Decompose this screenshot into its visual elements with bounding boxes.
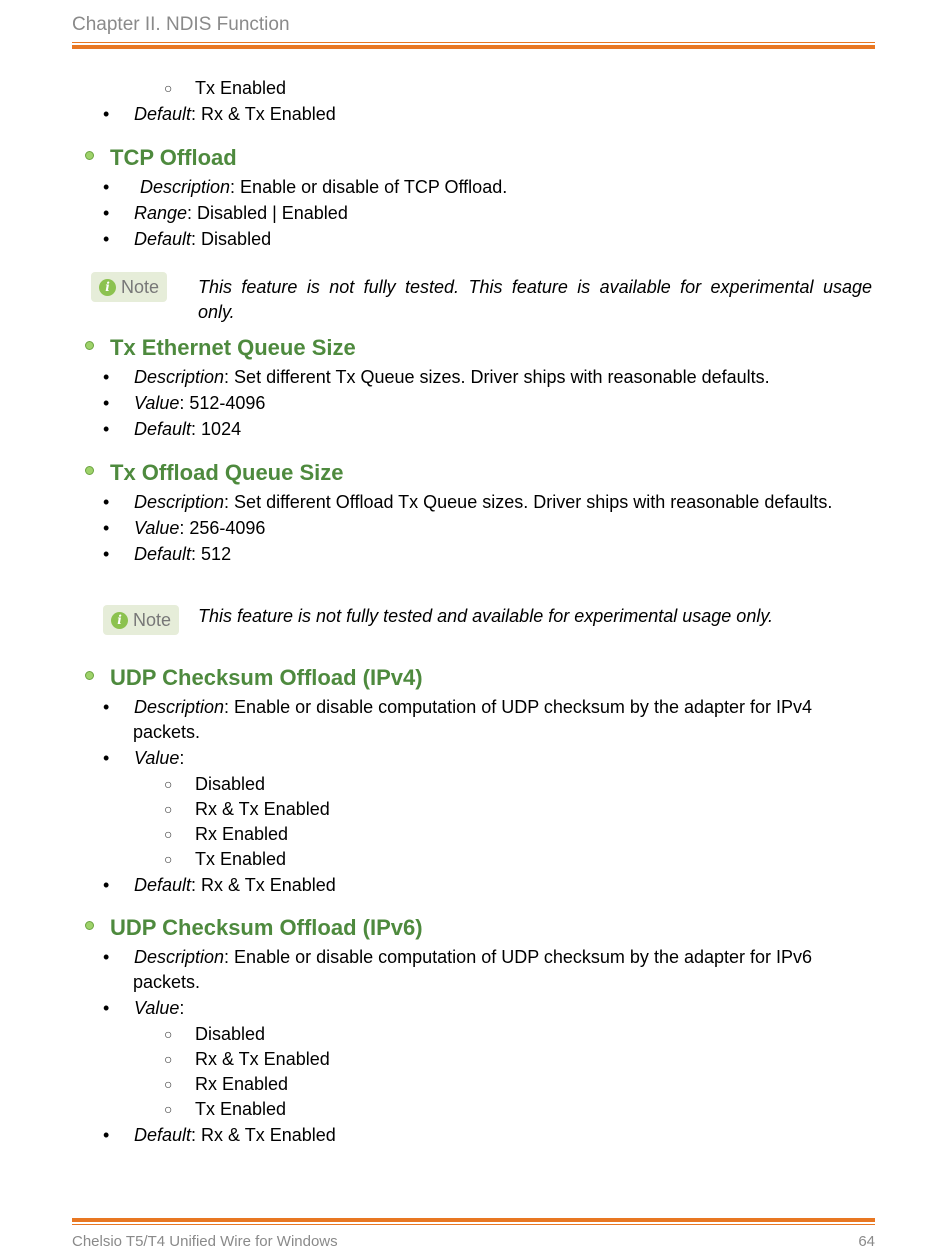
item-label: Value [134, 998, 180, 1018]
bullet-icon: • [103, 697, 110, 717]
bullet-icon: • [103, 947, 110, 967]
info-icon: i [99, 279, 116, 296]
sub-bullet-icon: ○ [164, 1101, 173, 1117]
option-item: Tx Enabled [195, 1099, 287, 1119]
bullet-icon: • [103, 367, 110, 387]
option-item: Tx Enabled [195, 849, 287, 869]
option-item: Disabled [195, 774, 266, 794]
item-text: : 512 [191, 544, 232, 564]
list-item-value [134, 517, 265, 539]
item-label: Default [134, 875, 192, 895]
bullet-icon: • [103, 177, 110, 197]
item-text: : Rx & Tx Enabled [191, 1125, 336, 1145]
list-item-default [134, 874, 336, 896]
section-marker-icon [85, 921, 94, 930]
bullet-icon: • [103, 1125, 110, 1145]
item-label: Default [134, 229, 192, 249]
footer-rule-thick [72, 1218, 875, 1222]
footer-document-title: Chelsio T5/T4 Unified Wire for Windows [72, 1233, 338, 1250]
option-item: Rx & Tx Enabled [195, 1049, 330, 1069]
list-item-description [140, 176, 507, 198]
list-item-description [134, 696, 812, 718]
note-label: Note [120, 276, 160, 297]
item-text: : Enable or disable computation of UDP checksum by the adapter for IPv4 [224, 697, 813, 717]
option-item: Disabled [195, 1024, 266, 1044]
option-item: Rx & Tx Enabled [195, 799, 330, 819]
note-badge [91, 272, 167, 302]
item-label: Description [134, 367, 225, 387]
list-item-default [134, 1124, 336, 1146]
bullet-icon: • [103, 875, 110, 895]
footer-rule-thin [72, 1224, 875, 1225]
list-item-range [134, 202, 348, 224]
sub-bullet-icon: ○ [164, 851, 173, 867]
info-icon: i [111, 612, 128, 629]
page-header-title: Chapter II. NDIS Function [72, 14, 290, 35]
sub-bullet-icon: ○ [164, 776, 173, 792]
item-text: : 512-4096 [179, 393, 266, 413]
bullet-icon: • [103, 203, 110, 223]
note-label: Note [132, 609, 172, 630]
item-label: Description [134, 492, 225, 512]
list-item-default [134, 228, 271, 250]
list-item-value [134, 747, 184, 769]
note-text-line1: This feature is not fully tested. This feature is available for experimental usage [198, 277, 872, 297]
item-label: Default [134, 544, 192, 564]
section-marker-icon [85, 341, 94, 350]
list-item-value [134, 392, 265, 414]
item-text: : 1024 [191, 419, 242, 439]
sub-bullet-icon: ○ [164, 80, 173, 96]
item-label: Value [134, 748, 180, 768]
item-text: : Disabled | Enabled [187, 203, 348, 223]
sub-bullet-icon: ○ [164, 826, 173, 842]
sub-bullet-icon: ○ [164, 1076, 173, 1092]
option-item: Rx Enabled [195, 1074, 289, 1094]
header-rule-thin [72, 42, 875, 43]
bullet-icon: • [103, 518, 110, 538]
item-text: : Enable or disable computation of UDP checksum by the adapter for IPv6 [224, 947, 813, 967]
option-tx-enabled: Tx Enabled [195, 78, 287, 98]
bullet-icon: • [103, 229, 110, 249]
item-label: Default [134, 419, 192, 439]
footer-page-number: 64 [858, 1233, 875, 1250]
bullet-icon: • [103, 419, 110, 439]
item-text: : [179, 748, 185, 768]
section-title-tx-ethernet-queue: Tx Ethernet Queue Size [110, 335, 356, 360]
sub-bullet-icon: ○ [164, 1051, 173, 1067]
list-item-default [134, 418, 241, 440]
item-label: Value [134, 518, 180, 538]
header-rule-thick [72, 45, 875, 49]
section-marker-icon [85, 466, 94, 475]
item-label: Value [134, 393, 180, 413]
section-marker-icon [85, 671, 94, 680]
note-text: This feature is not fully tested and available for experimental usage only. [198, 606, 773, 626]
item-label: Range [134, 203, 188, 223]
section-title-tcp-offload: TCP Offload [110, 145, 237, 170]
sub-bullet-icon: ○ [164, 801, 173, 817]
item-text: : Set different Offload Tx Queue sizes. Driver ships with reasonable defaults. [224, 492, 833, 512]
list-item-description [134, 366, 770, 388]
item-text: : [179, 998, 185, 1018]
section-title-tx-offload-queue: Tx Offload Queue Size [110, 460, 344, 485]
list-item-value [134, 997, 184, 1019]
item-text: : 256-4096 [179, 518, 266, 538]
bullet-icon: • [103, 492, 110, 512]
item-label: Description [140, 177, 231, 197]
bullet-icon: • [103, 393, 110, 413]
bullet-icon: • [103, 748, 110, 768]
bullet-icon: • [103, 998, 110, 1018]
note-badge [103, 605, 179, 635]
item-label: Default [134, 1125, 192, 1145]
option-item: Rx Enabled [195, 824, 289, 844]
item-text: : Enable or disable of TCP Offload. [230, 177, 508, 197]
section-title-udp-ipv6: UDP Checksum Offload (IPv6) [110, 915, 423, 940]
list-item-description-cont: packets. [133, 722, 201, 742]
item-label: Description [134, 697, 225, 717]
section-marker-icon [85, 151, 94, 160]
item-text: : Set different Tx Queue sizes. Driver ships with reasonable defaults. [224, 367, 770, 387]
item-label: Default [134, 104, 192, 124]
list-item-default [134, 543, 231, 565]
bullet-icon: • [103, 544, 110, 564]
bullet-icon: • [103, 104, 110, 124]
item-text: : Disabled [191, 229, 272, 249]
section-title-udp-ipv4: UDP Checksum Offload (IPv4) [110, 665, 423, 690]
list-item-description [134, 491, 832, 513]
item-text: : Rx & Tx Enabled [191, 104, 336, 124]
list-item-description [134, 946, 812, 968]
note-text-line2: only. [198, 302, 235, 322]
item-text: : Rx & Tx Enabled [191, 875, 336, 895]
list-item-default [134, 103, 336, 125]
sub-bullet-icon: ○ [164, 1026, 173, 1042]
item-label: Description [134, 947, 225, 967]
list-item-description-cont: packets. [133, 972, 201, 992]
